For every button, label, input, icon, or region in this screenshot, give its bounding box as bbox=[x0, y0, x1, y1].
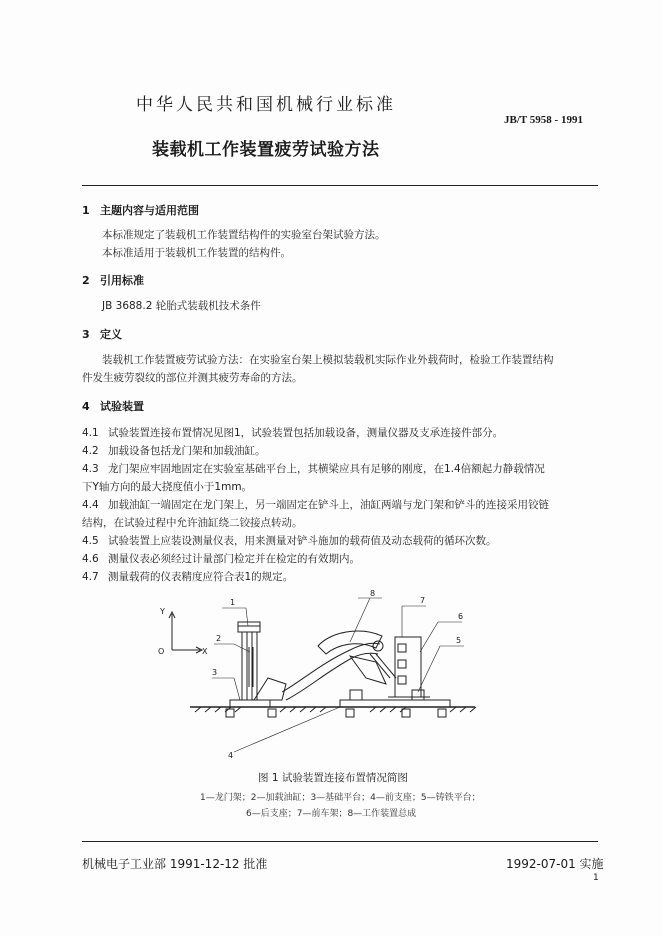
approval-date: 机械电子工业部 1991-12-12 批准 bbox=[82, 857, 268, 871]
section-2-reference: JB 3688.2 轮胎式装载机技术条件 bbox=[102, 300, 261, 312]
section-3-line-2: 件发生疲劳裂纹的部位并测其疲劳寿命的方法。 bbox=[82, 372, 303, 384]
clause-4-3-cont: 下Y轴方向的最大挠度值小于1mm。 bbox=[82, 481, 253, 493]
clause-4-3: 4.3 龙门架应牢固地固定在实验室基础平台上，其横梁应具有足够的刚度，在1.4倍额起力静载情况 bbox=[82, 463, 545, 475]
page-number: 1 bbox=[593, 873, 599, 883]
fig-label-4: 4 bbox=[228, 751, 234, 760]
standard-code: JB/T 5958 - 1991 bbox=[504, 114, 583, 126]
fig-label-6: 6 bbox=[458, 612, 464, 621]
clause-4-2: 4.2 加载设备包括龙门架和加载油缸。 bbox=[82, 445, 266, 457]
section-4-heading: 4 试验装置 bbox=[82, 400, 144, 413]
axis-y-label: Y bbox=[160, 607, 165, 616]
figure-legend-line-1: 1—龙门架；2—加载油缸；3—基础平台；4—前支座；5—铸铁平台； bbox=[200, 793, 481, 803]
figure-legend-line-2: 6—后支座；7—前车架；8—工作装置总成 bbox=[246, 809, 417, 819]
base-platform bbox=[190, 700, 476, 717]
section-1-para-2: 本标准适用于装载机工作装置的结构件。 bbox=[102, 247, 291, 259]
leader-lines bbox=[212, 598, 464, 752]
coordinate-axes bbox=[158, 607, 208, 656]
fig-label-5: 5 bbox=[456, 636, 462, 645]
fig-label-2: 2 bbox=[216, 634, 222, 643]
header-divider bbox=[82, 185, 598, 186]
figure-caption: 图 1 试验装置连接布置情况简图 bbox=[258, 772, 408, 784]
document-title: 装载机工作装置疲劳试验方法 bbox=[152, 140, 380, 160]
section-2-heading: 2 引用标准 bbox=[82, 274, 144, 287]
bucket bbox=[254, 678, 286, 700]
standard-organization: 中华人民共和国机械行业标准 bbox=[136, 95, 396, 115]
axis-x-label: X bbox=[202, 647, 208, 656]
section-1-heading: 1 主题内容与适用范围 bbox=[82, 204, 199, 217]
fig-label-7: 7 bbox=[420, 596, 426, 605]
figure-1-diagram bbox=[158, 589, 480, 762]
cast-iron-platform bbox=[350, 690, 424, 700]
fig-label-3: 3 bbox=[212, 668, 218, 677]
implementation-date: 1992-07-01 实施 bbox=[506, 857, 604, 871]
clause-4-7: 4.7 测量载荷的仪表精度应符合表1的规定。 bbox=[82, 571, 294, 583]
fig-label-1: 1 bbox=[230, 598, 236, 607]
clause-4-4-cont: 结构，在试验过程中允许油缸绕二铰接点转动。 bbox=[82, 517, 303, 529]
clause-4-6: 4.6 测量仪表必须经过计量部门检定并在检定的有效期内。 bbox=[82, 553, 360, 565]
axis-origin-label: O bbox=[158, 647, 165, 656]
fig-label-8: 8 bbox=[370, 589, 376, 598]
work-device-assembly bbox=[282, 631, 396, 700]
clause-4-5: 4.5 试验装置上应装设测量仪表，用来测量对铲斗施加的载荷值及动态载荷的循环次数。 bbox=[82, 535, 497, 547]
clause-4-4: 4.4 加载油缸一端固定在龙门架上，另一端固定在铲斗上，油缸两端与龙门架和铲斗的连接采用铰链 bbox=[82, 499, 549, 511]
section-1-para-1: 本标准规定了装载机工作装置结构件的实验室台架试验方法。 bbox=[102, 229, 386, 241]
clause-4-1: 4.1 试验装置连接布置情况见图1，试验装置包括加载设备，测量仪器及支承连接件部分。 bbox=[82, 427, 504, 439]
section-3-line-1: 装载机工作装置疲劳试验方法：在实验室台架上模拟装载机实际作业外载荷时，检验工作装置结构 bbox=[102, 354, 554, 366]
section-3-heading: 3 定义 bbox=[82, 328, 122, 341]
footer-divider bbox=[82, 841, 598, 842]
